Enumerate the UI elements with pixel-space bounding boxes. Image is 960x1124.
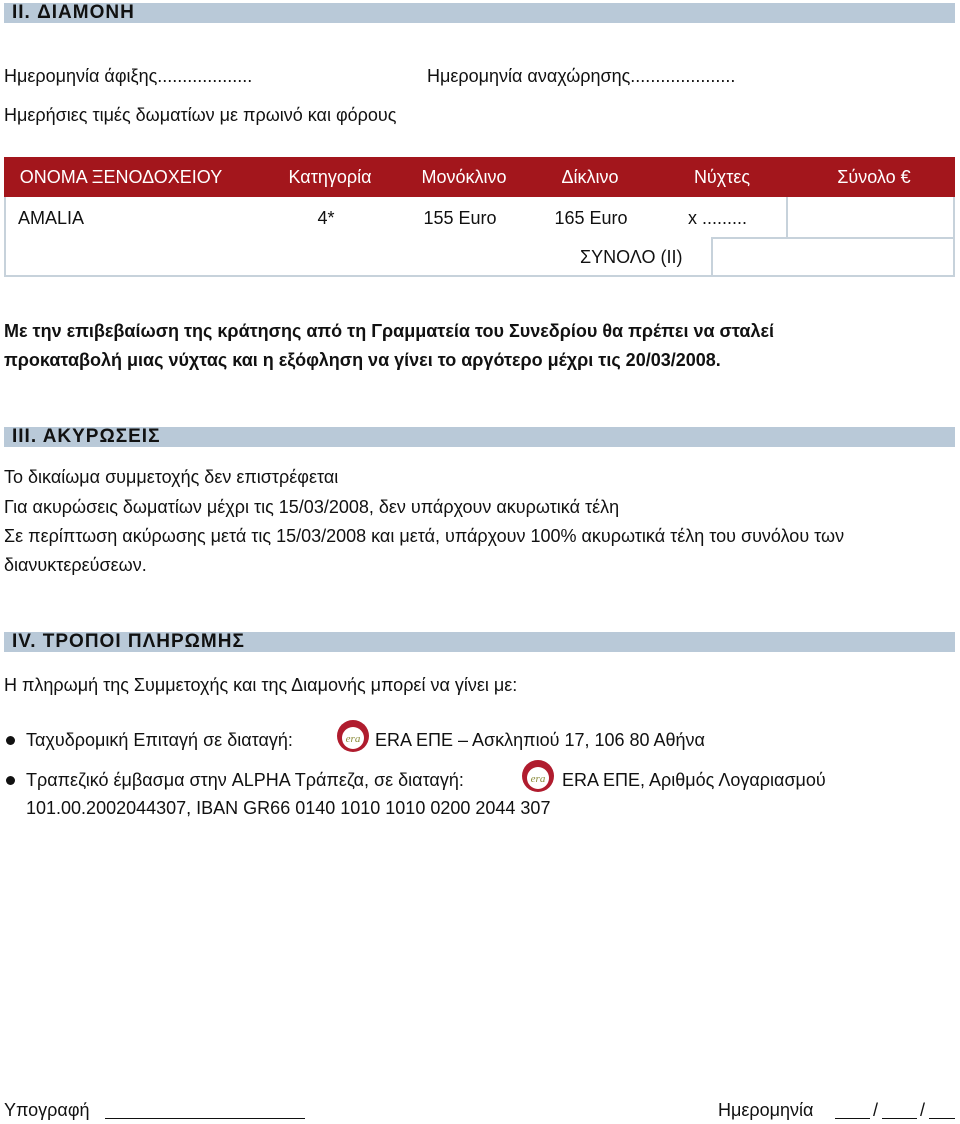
payment-note-line-1: Με την επιβεβαίωση της κράτησης από τη Γραμματεία του Συνεδρίου θα πρέπει να σταλεί	[4, 321, 775, 341]
hotel-table-header	[4, 157, 955, 197]
row-hotel-name: AMALIA	[18, 208, 85, 228]
date-label: Ημερομηνία	[718, 1100, 814, 1120]
arrival-date-field[interactable]: Ημερομηνία άφιξης...................	[4, 66, 253, 86]
row-nights-input[interactable]: x .........	[688, 208, 748, 228]
postal-order-label: Ταχυδρομική Επιταγή σε διαταγή:	[26, 730, 293, 750]
bank-transfer-label: Τραπεζικό έμβασμα στην ALPHA Τράπεζα, σε διαταγή:	[26, 770, 464, 790]
header-total: Σύνολο €	[837, 167, 911, 187]
table-border-bottom	[4, 275, 955, 277]
bullet-icon	[6, 776, 15, 785]
era-logo-icon	[521, 759, 555, 793]
cancellation-line-1: Το δικαίωμα συμμετοχής δεν επιστρέφεται	[4, 467, 339, 487]
bullet-icon	[6, 736, 15, 745]
header-hotel-name: ΟΝΟΜΑ ΞΕΝΟΔΟΧΕΙΟΥ	[19, 167, 223, 187]
signature-label: Υπογραφή	[4, 1100, 90, 1120]
section-title: ΙΙΙ. ΑΚΥΡΩΣΕΙΣ	[12, 426, 161, 447]
signature-line[interactable]	[105, 1118, 305, 1119]
date-month-line[interactable]	[882, 1118, 917, 1119]
total-box-top	[711, 237, 955, 239]
section-title: II. ΔΙΑΜΟΝΗ	[12, 2, 135, 23]
date-separator: /	[873, 1100, 879, 1120]
cancellation-line-3: Σε περίπτωση ακύρωσης μετά τις 15/03/2008 και μετά, υπάρχουν 100% ακυρωτικά τέλη του συνόλου των	[4, 526, 845, 546]
logo-text: era	[530, 773, 546, 785]
section-band-cancellations	[4, 427, 955, 447]
cancellation-line-2: Για ακυρώσεις δωματίων μέχρι τις 15/03/2008, δεν υπάρχουν ακυρωτικά τέλη	[4, 497, 620, 517]
header-category: Κατηγορία	[288, 167, 372, 187]
rates-label: Ημερήσιες τιμές δωματίων με πρωινό και φόρους	[4, 105, 397, 125]
row-double-price: 165 Euro	[554, 208, 628, 228]
payment-intro: Η πληρωμή της Συμμετοχής και της Διαμονής μπορεί να γίνει με:	[4, 675, 518, 695]
row-single-price: 155 Euro	[423, 208, 497, 228]
header-nights: Νύχτες	[693, 167, 751, 187]
date-separator: /	[920, 1100, 926, 1120]
section-band-payment	[4, 632, 955, 652]
total-box-left	[711, 237, 713, 277]
header-double: Δίκλινο	[561, 167, 619, 187]
logo-text: era	[345, 733, 361, 745]
total-column-divider	[786, 197, 788, 237]
bank-transfer-payee: ERA ΕΠΕ, Αριθμός Λογαριασμού	[562, 770, 826, 790]
table-border-left	[4, 197, 6, 277]
header-single: Μονόκλινο	[421, 167, 507, 187]
bank-account-details: 101.00.2002044307, IBAN GR66 0140 1010 1010 0200 2044 307	[26, 798, 551, 818]
row-category: 4*	[317, 208, 335, 228]
section-title: IV. ΤΡΟΠΟΙ ΠΛΗΡΩΜΗΣ	[12, 631, 245, 652]
payment-note-line-2: προκαταβολή μιας νύχτας και η εξόφληση να γίνει το αργότερο μέχρι τις 20/03/2008.	[4, 350, 721, 370]
era-logo-icon	[336, 719, 370, 753]
departure-date-field[interactable]: Ημερομηνία αναχώρησης.....................	[427, 66, 736, 86]
section-band-accommodation	[4, 3, 955, 23]
postal-order-payee: ERA ΕΠΕ – Ασκληπιού 17, 106 80 Αθήνα	[375, 730, 705, 750]
cancellation-line-4: διανυκτερεύσεων.	[4, 555, 147, 575]
date-day-line[interactable]	[835, 1118, 870, 1119]
date-year-line[interactable]	[929, 1118, 955, 1119]
table-total-label: ΣΥΝΟΛΟ (ΙΙ)	[580, 247, 683, 267]
